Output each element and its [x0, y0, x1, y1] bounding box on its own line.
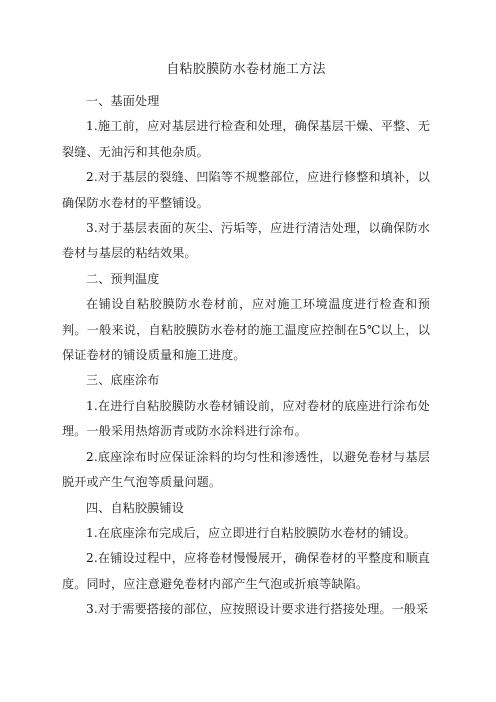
section-heading-3: 三、底座涂布: [86, 373, 160, 388]
paragraph-1-1: 1.施工前，应对基层进行检查和处理，确保基层干燥、平整、无裂缝、无油污和其他杂质。: [62, 119, 430, 159]
document-page: [62, 60, 430, 623]
paragraph-3-1: 1.在进行自粘胶膜防水卷材铺设前，应对卷材的底座进行涂布处理。一般采用热熔沥青或防水涂料进行涂布。: [62, 398, 430, 439]
paragraph-3-2: 2.底座涂布时应保证涂料的均匀性和渗透性，以避免卷材与基层脱开或产生气泡等质量问题。: [62, 449, 430, 490]
section-heading-4: 四、自粘胶膜铺设: [86, 500, 184, 515]
section-heading-2: 二、预判温度: [86, 271, 160, 286]
paragraph-1-2: 2.对于基层的裂缝、凹陷等不规整部位，应进行修整和填补，以确保防水卷材的平整铺设。: [62, 170, 430, 210]
paragraph-4-1: 1.在底座涂布完成后，应立即进行自粘胶膜防水卷材的铺设。: [86, 525, 417, 540]
paragraph-4-2: 2.在铺设过程中，应将卷材慢慢展开，确保卷材的平整度和顺直度。同时，应注意避免卷材内部产生气泡或折痕等缺陷。: [62, 551, 430, 591]
paragraph-1-3: 3.对于基层表面的灰尘、污垢等，应进行清洁处理，以确保防水卷材与基层的粘结效果。: [62, 221, 430, 261]
section-heading-1: 一、基面处理: [86, 94, 160, 108]
paragraph-2-1: 在铺设自粘胶膜防水卷材前，应对施工环境温度进行检查和预判。一般来说，自粘胶膜防水卷材的施工温度应控制在5℃以上，以保证卷材的铺设质量和施工进度。: [62, 297, 430, 363]
paragraph-4-3: 3.对于需要搭接的部位，应按照设计要求进行搭接处理。一般采: [86, 602, 429, 617]
document-title: 自粘胶膜防水卷材施工方法: [166, 62, 326, 77]
